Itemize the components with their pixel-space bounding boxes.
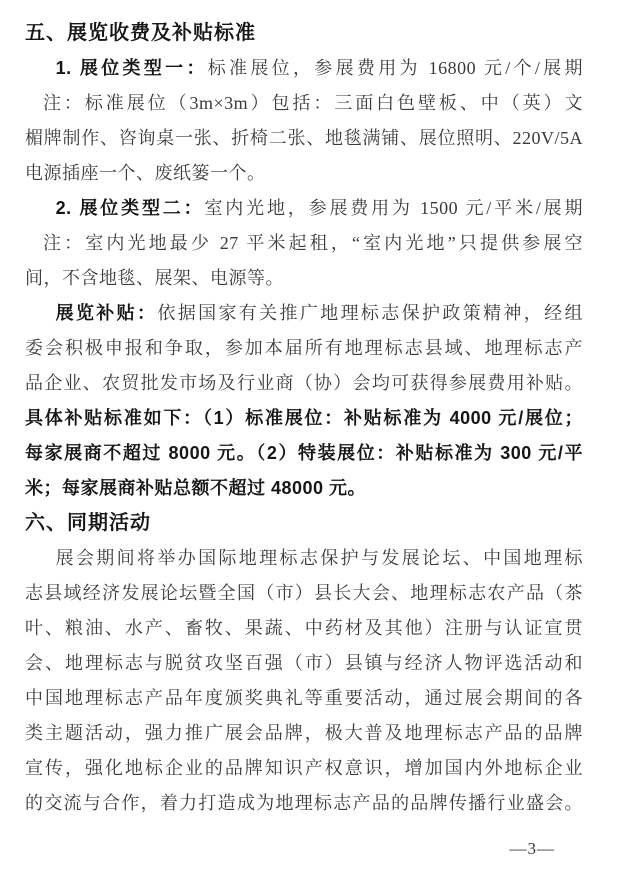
booth-type-2-note-line-1	[25, 226, 583, 261]
booth-type-1-note-line-2	[25, 121, 583, 156]
text-run: 展会期间将举办国际地理标志保护与发展论坛、中国地理标	[55, 548, 583, 568]
subsidy-standard-line-1	[25, 401, 583, 436]
subsidy-line-1	[25, 296, 583, 331]
activities-line-5	[25, 681, 583, 716]
text-run: 楣牌制作、咨询桌一张、折椅二张、地毯满铺、展位照明、220V/5A	[25, 128, 583, 148]
text-run: 宣传，强化地标企业的品牌知识产权意识，增加国内外地标企业	[25, 758, 583, 778]
bold-text-run: 米；每家展商补贴总额不超过 48000 元。	[25, 478, 367, 498]
text-run: 依据国家有关推广地理标志保护政策精神，经组	[157, 303, 583, 323]
bold-text-run: 1. 展位类型一：	[55, 58, 208, 78]
bold-text-run: 每家展商不超过 8000 元。（2）特装展位：补贴标准为 300 元/平	[25, 443, 583, 463]
booth-type-2-note-line-2	[25, 261, 583, 296]
text-run: 委会积极申报和争取，参加本届所有地理标志县域、地理标志产	[25, 338, 583, 358]
subsidy-line-2	[25, 331, 583, 366]
text-run: 中国地理标志产品年度颁奖典礼等重要活动，通过展会期间的各	[25, 688, 583, 708]
text-run: 类主题活动，强力推广展会品牌，极大普及地理标志产品的品牌	[25, 723, 583, 743]
text-run: 的交流与合作，着力打造成为地理标志产品的品牌传播行业盛会。	[25, 793, 583, 813]
booth-type-1	[25, 51, 583, 86]
booth-type-1-note-line-3	[25, 156, 583, 191]
text-run: 品企业、农贸批发市场及行业商（协）会均可获得参展费用补贴。	[25, 373, 583, 393]
activities-line-4	[25, 646, 583, 681]
activities-line-2	[25, 576, 583, 611]
section-5-heading	[25, 16, 583, 51]
text-run: 电源插座一个、废纸篓一个。	[25, 163, 266, 183]
activities-line-8	[25, 786, 583, 821]
document-body	[25, 16, 583, 821]
bold-text-run: 五、展览收费及补贴标准	[25, 22, 256, 44]
bold-text-run: 具体补贴标准如下：（1）标准展位：补贴标准为 4000 元/展位；	[25, 408, 583, 428]
section-6-heading	[25, 506, 583, 541]
text-run: 注：室内光地最少 27 平米起租，“室内光地”只提供参展空	[43, 233, 583, 253]
text-run: 叶、粮油、水产、畜牧、果蔬、中药材及其他）注册与认证宣贯	[25, 618, 583, 638]
subsidy-standard-line-3	[25, 471, 583, 506]
text-run: 间，不含地毯、展架、电源等。	[25, 268, 284, 288]
subsidy-line-3	[25, 366, 583, 401]
activities-line-7	[25, 751, 583, 786]
text-run: 标准展位，参展费用为 16800 元/个/展期	[207, 58, 583, 78]
text-run: 志县域经济发展论坛暨全国（市）县长大会、地理标志农产品（茶	[25, 583, 583, 603]
page-number: —3—	[509, 839, 555, 858]
bold-text-run: 六、同期活动	[25, 512, 151, 534]
booth-type-2	[25, 191, 583, 226]
text-run: 注：标准展位（3m×3m）包括：三面白色壁板、中（英）文	[43, 93, 583, 113]
bold-text-run: 展览补贴：	[55, 303, 158, 323]
activities-line-1	[25, 541, 583, 576]
subsidy-standard-line-2	[25, 436, 583, 471]
text-run: 室内光地，参展费用为 1500 元/平米/展期	[204, 198, 583, 218]
activities-line-3	[25, 611, 583, 646]
bold-text-run: 2. 展位类型二：	[55, 198, 205, 218]
page-footer	[25, 839, 583, 859]
activities-line-6	[25, 716, 583, 751]
booth-type-1-note-line-1	[25, 86, 583, 121]
text-run: 会、地理标志与脱贫攻坚百强（市）县镇与经济人物评选活动和	[25, 653, 583, 673]
